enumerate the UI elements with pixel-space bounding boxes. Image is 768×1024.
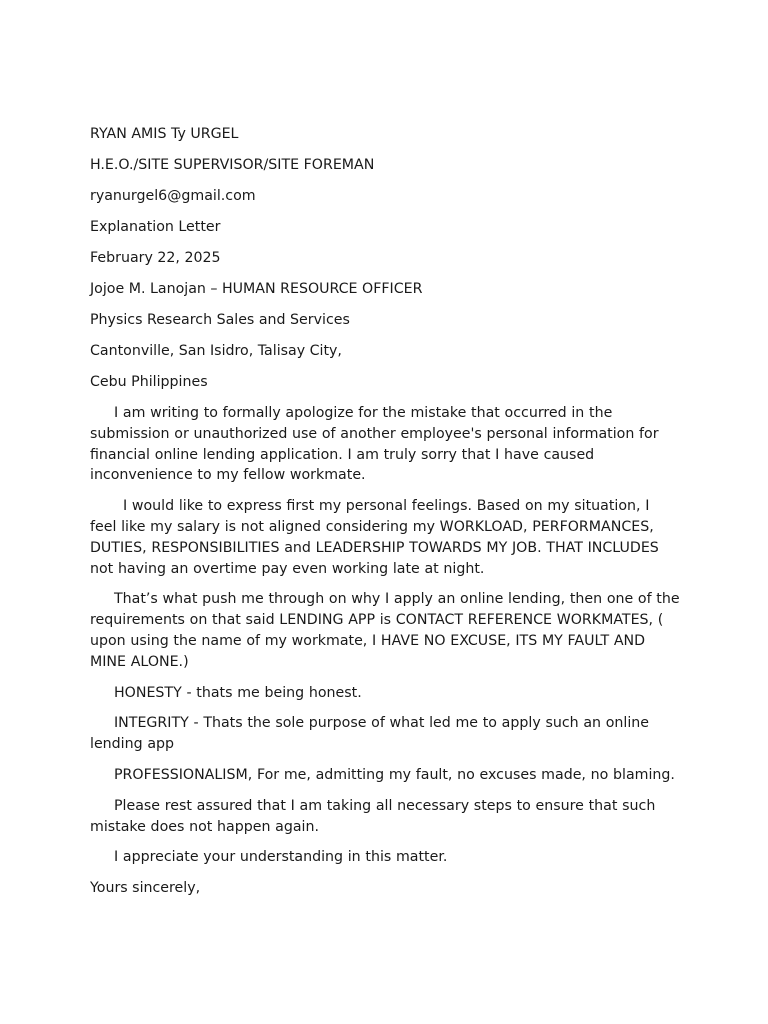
- sender-name: RYAN AMIS Ty URGEL: [90, 126, 239, 142]
- letter-closing: Yours sincerely,: [90, 880, 201, 897]
- letter-body: [90, 124, 680, 898]
- recipient-name: Jojoe M. Lanojan – HUMAN RESOURCE OFFICER: [90, 281, 423, 297]
- letter-date: February 22, 2025: [90, 250, 221, 266]
- sender-position: H.E.O./SITE SUPERVISOR/SITE FOREMAN: [90, 157, 375, 173]
- paragraph-appreciation: I appreciate your understanding in this matter.: [114, 849, 448, 866]
- letter-subject: Explanation Letter: [90, 219, 221, 235]
- paragraph-reason: That’s what push me through on why I apply an online lending, then one of the requirements on that said LENDING APP is CONTACT REFERENCE WORKMATES, ( upon using the name of my workmate, I HAVE NO EXCUSE, ITS MY FAULT AND MINE ALONE.): [90, 591, 680, 670]
- paragraph-professionalism: PROFESSIONALISM, For me, admitting my fault, no excuses made, no blaming.: [114, 766, 675, 783]
- recipient-address-line-2: Cebu Philippines: [90, 374, 208, 390]
- recipient-company: Physics Research Sales and Services: [90, 312, 350, 328]
- paragraph-integrity: INTEGRITY - Thats the sole purpose of what led me to apply such an online lending app: [90, 715, 649, 753]
- paragraph-honesty: HONESTY - thats me being honest.: [114, 684, 362, 701]
- paragraph-apology: I am writing to formally apologize for the mistake that occurred in the submission or unauthorized use of another employee's personal information for financial online lending application. I am truly sorry that I have caused inconvenience to my fellow workmate.: [90, 405, 659, 484]
- sender-email: ryanurgel6@gmail.com: [90, 188, 256, 204]
- paragraph-assurance: Please rest assured that I am taking all necessary steps to ensure that such mistake does not happen again.: [90, 797, 656, 835]
- paragraph-feelings: I would like to express first my personal feelings. Based on my situation, I feel like my salary is not aligned considering my WORKLOAD, PERFORMANCES, DUTIES, RESPONSIBILITIES and LEADERSHIP TOWARDS MY JOB. THAT INCLUDES not having an overtime pay even working late at night.: [90, 498, 659, 577]
- recipient-address-line-1: Cantonville, San Isidro, Talisay City,: [90, 343, 342, 359]
